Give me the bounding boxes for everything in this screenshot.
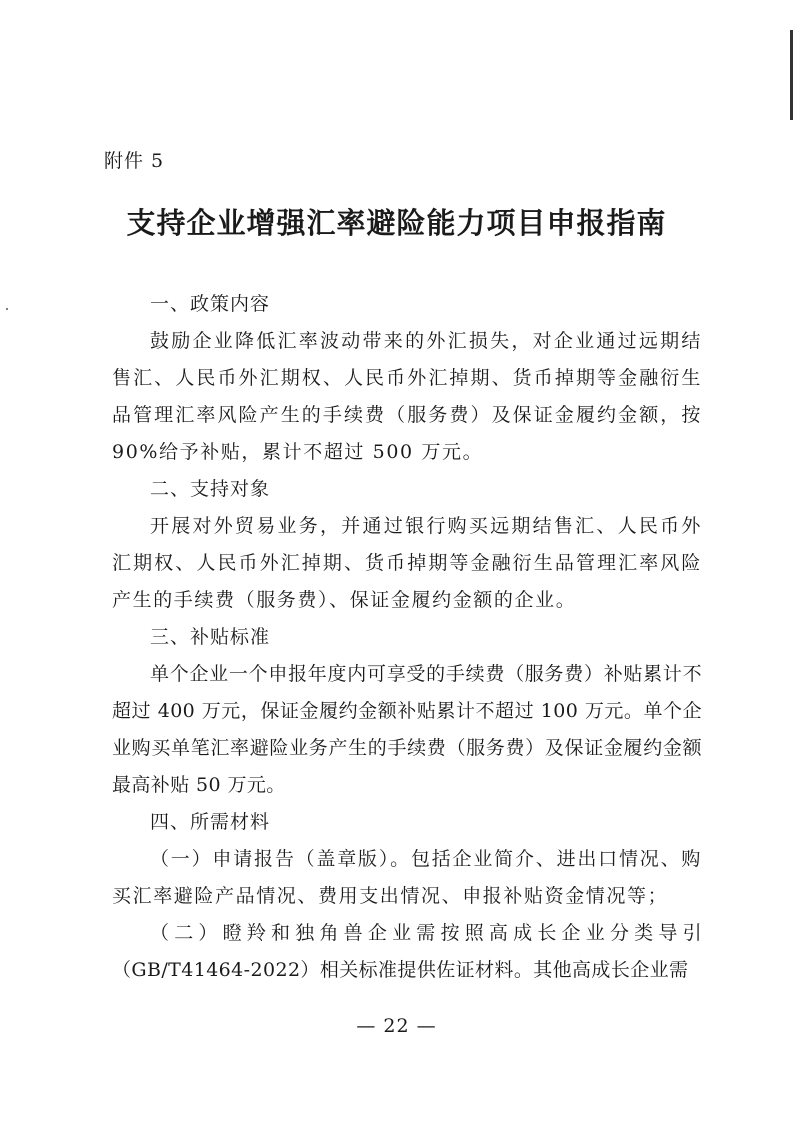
section-heading-policy: 一、政策内容 <box>150 293 271 315</box>
section-heading-standard: 三、补贴标准 <box>150 626 271 648</box>
section-paragraph: 开展对外贸易业务，并通过银行购买远期结售汇、人民币外汇期权、人民币外汇掉期、货币掉期等金融衍生品管理汇率风险产生的手续费（服务费）、保证金履约金额的企业。 <box>112 515 702 611</box>
scan-speck <box>6 308 8 310</box>
section-heading-materials: 四、所需材料 <box>150 811 271 833</box>
section-paragraph: 鼓励企业降低汇率波动带来的外汇损失，对企业通过远期结售汇、人民币外汇期权、人民币外汇掉期、货币掉期等金融衍生品管理汇率风险产生的手续费（服务费）及保证金履约金额，按90%给予补贴，累计不超过 500 万元。 <box>112 330 702 463</box>
page-number: — 22 — <box>356 1015 437 1037</box>
document-title: 支持企业增强汇率避险能力项目申报指南 <box>126 206 667 240</box>
attachment-label: 附件 5 <box>104 150 165 172</box>
document-body <box>112 286 702 989</box>
section-paragraph: 单个企业一个申报年度内可享受的手续费（服务费）补贴累计不超过 400 万元，保证金履约金额补贴累计不超过 100 万元。单个企业购买单笔汇率避险业务产生的手续费（服务费）及保证金履约金额最高补贴 50 万元。 <box>112 663 702 796</box>
section-paragraph: （二）瞪羚和独角兽企业需按照高成长企业分类导引（GB/T41464-2022）相关标准提供佐证材料。其他高成长企业需 <box>112 922 702 981</box>
section-heading-target: 二、支持对象 <box>150 478 271 500</box>
section-paragraph: （一）申请报告（盖章版）。包括企业简介、进出口情况、购买汇率避险产品情况、费用支出情况、申报补贴资金情况等； <box>112 848 702 907</box>
